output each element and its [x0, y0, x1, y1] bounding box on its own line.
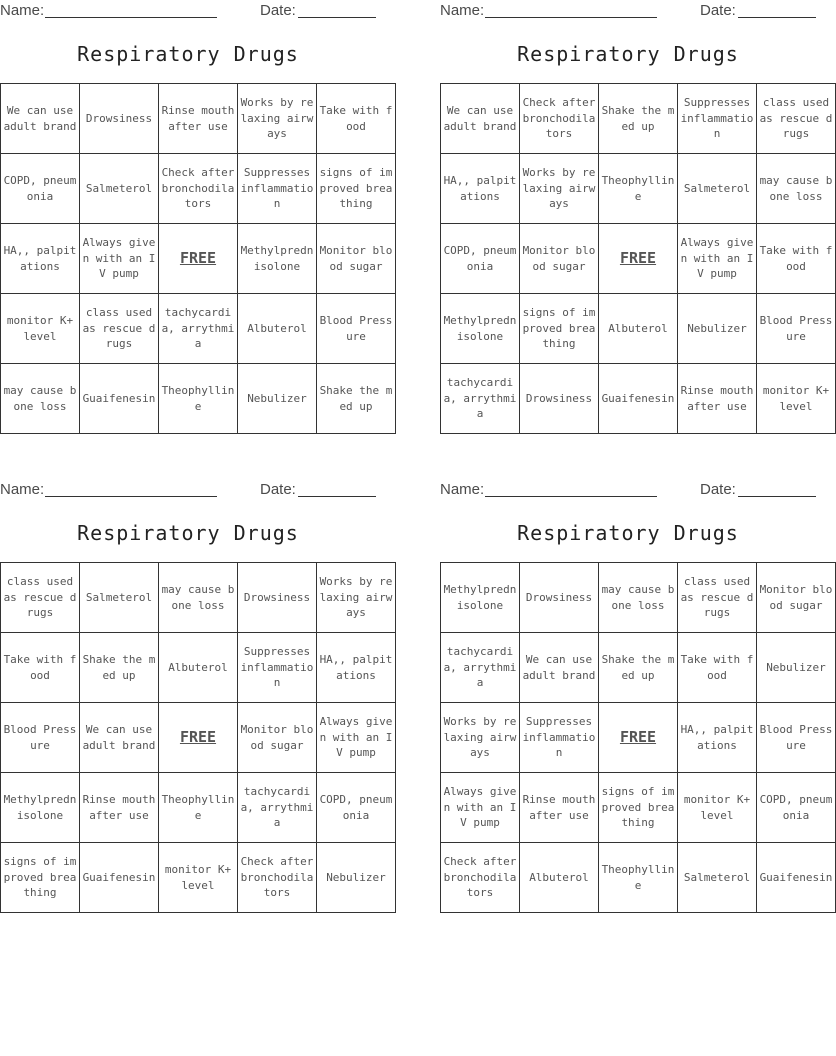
- bingo-card-2: [440, 0, 833, 440]
- grid-cell: Theophylline: [599, 154, 678, 224]
- bingo-grid: [0, 83, 396, 434]
- grid-cell: COPD, pneumonia: [1, 154, 80, 224]
- grid-row: [441, 703, 836, 773]
- grid-cell: Take with food: [317, 84, 396, 154]
- grid-cell: Salmeterol: [678, 843, 757, 913]
- grid-row: [1, 84, 396, 154]
- grid-row: [1, 633, 396, 703]
- grid-cell: may cause bone loss: [159, 563, 238, 633]
- name-label: Name:: [440, 2, 485, 19]
- grid-cell: Blood Pressure: [757, 294, 836, 364]
- grid-cell: class used as rescue drugs: [1, 563, 80, 633]
- grid-cell: Suppresses inflammation: [238, 154, 317, 224]
- grid-cell: class used as rescue drugs: [757, 84, 836, 154]
- grid-cell: Blood Pressure: [757, 703, 836, 773]
- grid-row: [1, 364, 396, 434]
- grid-cell: signs of improved breathing: [520, 294, 599, 364]
- card-title: Respiratory Drugs: [517, 521, 739, 545]
- grid-cell: Always given with an IV pump: [678, 224, 757, 294]
- grid-cell: may cause bone loss: [1, 364, 80, 434]
- grid-cell: tachycardia, arrythmia: [238, 773, 317, 843]
- grid-row: [441, 84, 836, 154]
- grid-cell: Monitor blood sugar: [238, 703, 317, 773]
- grid-row: [441, 224, 836, 294]
- grid-cell: Drowsiness: [238, 563, 317, 633]
- date-label: Date:: [700, 2, 736, 19]
- grid-cell: Monitor blood sugar: [520, 224, 599, 294]
- grid-cell: Albuterol: [599, 294, 678, 364]
- name-label: Name:: [440, 481, 485, 498]
- grid-cell: Theophylline: [159, 364, 238, 434]
- grid-cell: Salmeterol: [678, 154, 757, 224]
- grid-cell: Guaifenesin: [757, 843, 836, 913]
- grid-cell: Theophylline: [159, 773, 238, 843]
- grid-cell: COPD, pneumonia: [757, 773, 836, 843]
- grid-cell: Shake the med up: [317, 364, 396, 434]
- grid-cell: monitor K+ level: [757, 364, 836, 434]
- grid-cell: Blood Pressure: [317, 294, 396, 364]
- grid-cell: tachycardia, arrythmia: [441, 364, 520, 434]
- grid-cell: Methylprednisolone: [238, 224, 317, 294]
- bingo-card-1: [0, 0, 393, 440]
- grid-cell: Check after bronchodilators: [159, 154, 238, 224]
- grid-cell: Nebulizer: [317, 843, 396, 913]
- grid-cell: Guaifenesin: [599, 364, 678, 434]
- name-label: Name:: [0, 481, 45, 498]
- grid-cell: HA,, palpitations: [441, 154, 520, 224]
- grid-cell: Take with food: [757, 224, 836, 294]
- grid-row: [1, 703, 396, 773]
- grid-row: [441, 294, 836, 364]
- grid-row: [441, 843, 836, 913]
- grid-cell: Shake the med up: [80, 633, 159, 703]
- grid-cell: Rinse mouth after use: [520, 773, 599, 843]
- grid-cell: Albuterol: [159, 633, 238, 703]
- grid-cell: signs of improved breathing: [599, 773, 678, 843]
- card-title: Respiratory Drugs: [517, 42, 739, 66]
- grid-cell: Take with food: [678, 633, 757, 703]
- name-line: [45, 496, 217, 497]
- grid-cell: Nebulizer: [757, 633, 836, 703]
- grid-cell: monitor K+ level: [1, 294, 80, 364]
- grid-cell: Nebulizer: [238, 364, 317, 434]
- grid-row: [441, 364, 836, 434]
- grid-cell: HA,, palpitations: [317, 633, 396, 703]
- date-label: Date:: [700, 481, 736, 498]
- grid-cell: Rinse mouth after use: [159, 84, 238, 154]
- grid-cell: Suppresses inflammation: [238, 633, 317, 703]
- bingo-grid: [440, 83, 836, 434]
- name-label: Name:: [0, 2, 45, 19]
- card-header: [0, 481, 376, 501]
- grid-cell: Always given with an IV pump: [80, 224, 159, 294]
- grid-cell: Works by relaxing airways: [520, 154, 599, 224]
- grid-cell: may cause bone loss: [757, 154, 836, 224]
- card-title: Respiratory Drugs: [77, 42, 299, 66]
- card-header: [0, 2, 376, 22]
- grid-cell: Works by relaxing airways: [441, 703, 520, 773]
- grid-cell: Suppresses inflammation: [520, 703, 599, 773]
- grid-cell: We can use adult brand: [1, 84, 80, 154]
- grid-cell: Drowsiness: [520, 364, 599, 434]
- grid-row: [1, 154, 396, 224]
- date-label: Date:: [260, 2, 296, 19]
- grid-cell: COPD, pneumonia: [441, 224, 520, 294]
- grid-cell: We can use adult brand: [441, 84, 520, 154]
- grid-cell: Salmeterol: [80, 154, 159, 224]
- grid-cell: signs of improved breathing: [317, 154, 396, 224]
- grid-cell: Nebulizer: [678, 294, 757, 364]
- grid-cell: HA,, palpitations: [1, 224, 80, 294]
- grid-cell: tachycardia, arrythmia: [159, 294, 238, 364]
- grid-row: [1, 224, 396, 294]
- grid-row: [441, 563, 836, 633]
- grid-row: [441, 154, 836, 224]
- grid-cell: tachycardia, arrythmia: [441, 633, 520, 703]
- grid-cell: Check after bronchodilators: [520, 84, 599, 154]
- grid-cell: may cause bone loss: [599, 563, 678, 633]
- bingo-card-4: [440, 479, 833, 919]
- grid-cell: Take with food: [1, 633, 80, 703]
- grid-cell: Blood Pressure: [1, 703, 80, 773]
- date-line: [298, 17, 376, 18]
- grid-cell: Shake the med up: [599, 84, 678, 154]
- grid-cell: Guaifenesin: [80, 843, 159, 913]
- card-title: Respiratory Drugs: [77, 521, 299, 545]
- grid-cell: monitor K+ level: [159, 843, 238, 913]
- grid-cell: Check after bronchodilators: [441, 843, 520, 913]
- bingo-card-3: [0, 479, 393, 919]
- date-line: [738, 496, 816, 497]
- grid-row: [441, 773, 836, 843]
- grid-cell: Methylprednisolone: [1, 773, 80, 843]
- grid-cell: Albuterol: [520, 843, 599, 913]
- name-line: [45, 17, 217, 18]
- name-line: [485, 17, 657, 18]
- bingo-grid: [440, 562, 836, 913]
- grid-cell: Theophylline: [599, 843, 678, 913]
- grid-cell: Always given with an IV pump: [317, 703, 396, 773]
- grid-cell: class used as rescue drugs: [80, 294, 159, 364]
- grid-row: [1, 294, 396, 364]
- grid-cell: HA,, palpitations: [678, 703, 757, 773]
- grid-cell: signs of improved breathing: [1, 843, 80, 913]
- free-space: FREE: [159, 703, 238, 773]
- grid-cell: monitor K+ level: [678, 773, 757, 843]
- grid-cell: Rinse mouth after use: [678, 364, 757, 434]
- grid-cell: Shake the med up: [599, 633, 678, 703]
- grid-cell: Methylprednisolone: [441, 294, 520, 364]
- bingo-grid: [0, 562, 396, 913]
- date-line: [738, 17, 816, 18]
- grid-cell: Monitor blood sugar: [757, 563, 836, 633]
- grid-cell: Works by relaxing airways: [238, 84, 317, 154]
- grid-cell: Albuterol: [238, 294, 317, 364]
- grid-cell: We can use adult brand: [80, 703, 159, 773]
- grid-cell: Works by relaxing airways: [317, 563, 396, 633]
- free-space: FREE: [599, 224, 678, 294]
- grid-cell: class used as rescue drugs: [678, 563, 757, 633]
- grid-row: [441, 633, 836, 703]
- grid-cell: Drowsiness: [520, 563, 599, 633]
- date-line: [298, 496, 376, 497]
- grid-cell: Check after bronchodilators: [238, 843, 317, 913]
- grid-cell: Monitor blood sugar: [317, 224, 396, 294]
- card-header: [440, 2, 816, 22]
- grid-cell: Guaifenesin: [80, 364, 159, 434]
- grid-row: [1, 563, 396, 633]
- free-space: FREE: [159, 224, 238, 294]
- card-header: [440, 481, 816, 501]
- grid-cell: Salmeterol: [80, 563, 159, 633]
- free-space: FREE: [599, 703, 678, 773]
- grid-cell: Drowsiness: [80, 84, 159, 154]
- grid-cell: We can use adult brand: [520, 633, 599, 703]
- grid-row: [1, 773, 396, 843]
- name-line: [485, 496, 657, 497]
- grid-cell: Suppresses inflammation: [678, 84, 757, 154]
- grid-cell: Methylprednisolone: [441, 563, 520, 633]
- grid-row: [1, 843, 396, 913]
- grid-cell: COPD, pneumonia: [317, 773, 396, 843]
- grid-cell: Rinse mouth after use: [80, 773, 159, 843]
- date-label: Date:: [260, 481, 296, 498]
- grid-cell: Always given with an IV pump: [441, 773, 520, 843]
